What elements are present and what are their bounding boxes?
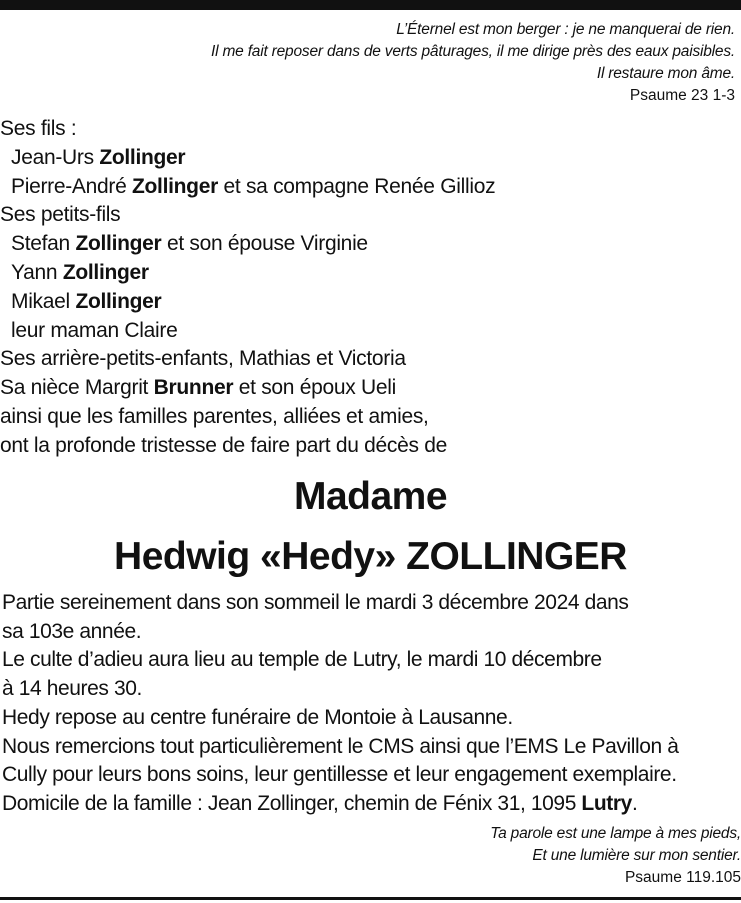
surname: Zollinger xyxy=(62,260,149,284)
surname: Brunner xyxy=(153,376,234,400)
psalm-line: Et une lumière sur mon sentier. xyxy=(532,847,741,864)
first-name: Pierre-André xyxy=(11,174,127,198)
family-member xyxy=(0,230,741,259)
first-name: Yann xyxy=(11,260,58,284)
member-note: et son épouse Virginie xyxy=(166,232,368,256)
family-member xyxy=(0,374,741,403)
psalm-reference: Psaume 23 1-3 xyxy=(629,87,735,104)
family-member xyxy=(0,144,741,173)
psalm-line: Il restaure mon âme. xyxy=(596,65,735,82)
family-member xyxy=(0,288,741,317)
opening-psalm xyxy=(211,19,735,107)
grandsons-heading: Ses petits-fils xyxy=(0,203,121,227)
details-line: Partie sereinement dans son sommeil le mardi 3 décembre 2024 dans xyxy=(2,591,629,614)
sons-heading: Ses fils : xyxy=(0,117,77,140)
domicile-city: Lutry xyxy=(581,791,632,815)
top-rule xyxy=(0,0,741,10)
surname: Zollinger xyxy=(75,289,162,313)
member-note: et sa compagne Renée Gillioz xyxy=(223,174,496,198)
deceased-name: Hedwig «Hedy» ZOLLINGER xyxy=(114,535,627,578)
first-name: Jean-Urs xyxy=(11,145,94,169)
first-name: Stefan xyxy=(11,232,70,256)
details-line: Cully pour leurs bons soins, leur gentillesse et leur engagement exemplaire. xyxy=(2,763,677,787)
details-line: sa 103e année. xyxy=(2,619,142,643)
domicile-end: . xyxy=(631,791,638,815)
psalm-line: Il me fait reposer dans de verts pâturages, il me dirige près des eaux paisibles. xyxy=(211,43,735,60)
member-note: et son époux Ueli xyxy=(238,376,396,400)
surname: Zollinger xyxy=(132,174,218,198)
domicile-address: Domicile de la famille : Jean Zollinger, chemin de Fénix 31, 1095 xyxy=(2,791,576,815)
closing-psalm xyxy=(490,823,741,889)
family-list xyxy=(0,115,741,461)
great-grandchildren: Ses arrière-petits-enfants, Mathias et Victoria xyxy=(0,347,406,371)
psalm-reference: Psaume 119.105 xyxy=(624,869,741,886)
bottom-rule xyxy=(0,897,741,900)
family-member: leur maman Claire xyxy=(11,318,178,342)
details-line: Hedy repose au centre funéraire de Montoie à Lausanne. xyxy=(2,705,513,729)
relatives-line: ainsi que les familles parentes, alliées et amies, xyxy=(0,404,429,428)
niece-label: Sa nièce Margrit xyxy=(0,376,149,400)
psalm-line: L’Éternel est mon berger : je ne manquerai de rien. xyxy=(396,21,735,38)
details-line: Le culte d’adieu aura lieu au temple de Lutry, le mardi 10 décembre xyxy=(2,648,602,672)
details-line: à 14 heures 30. xyxy=(2,677,142,701)
announcement-line: ont la profonde tristesse de faire part du décès de xyxy=(0,433,447,457)
details-line: Nous remercions tout particulièrement le CMS ainsi que l’EMS Le Pavillon à xyxy=(2,734,679,758)
domicile-line xyxy=(2,790,741,819)
psalm-line: Ta parole est une lampe à mes pieds, xyxy=(490,825,741,842)
surname: Zollinger xyxy=(99,145,186,169)
deceased-title: Madame xyxy=(293,475,448,518)
first-name: Mikael xyxy=(11,289,70,313)
ceremony-details xyxy=(2,589,741,819)
family-member xyxy=(0,259,741,288)
family-member xyxy=(0,173,741,202)
surname: Zollinger xyxy=(75,232,162,256)
deceased-name-block xyxy=(0,467,741,587)
